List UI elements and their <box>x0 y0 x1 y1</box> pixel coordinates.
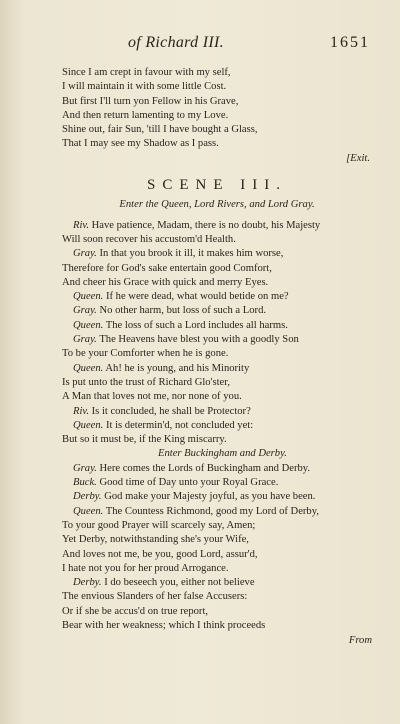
verse-line <box>62 533 372 547</box>
speaker-name: Gray. <box>73 305 97 317</box>
verse-line <box>62 319 372 333</box>
scene-heading: SCENE III. <box>147 177 287 194</box>
line-text: But so it must be, if the King miscarry. <box>62 434 227 446</box>
speaker-name: Derby. <box>73 577 102 589</box>
line-text: But first I'll turn yon Fellow in his Grave, <box>62 95 239 107</box>
line-text: I hate not you for her proud Arrogance. <box>62 562 229 574</box>
line-text: Since I am crept in favour with my self, <box>62 67 231 78</box>
verse-line <box>62 548 372 562</box>
line-text: If he were dead, what would betide on me? <box>105 291 289 303</box>
speaker-name: Queen. <box>73 505 104 517</box>
verse-line <box>62 605 372 619</box>
verse-line <box>62 590 372 604</box>
line-text: That I may see my Shadow as I pass. <box>62 138 219 150</box>
speaker-name: Derby. <box>73 491 102 503</box>
line-text: The Heavens have blest you with a goodly Son <box>99 334 299 346</box>
verse-line <box>62 276 372 290</box>
line-text: Good time of Day unto your Royal Grace. <box>99 477 279 489</box>
line-text: And loves not me, be you, good Lord, assur'd, <box>62 548 258 560</box>
line-text: The loss of such a Lord includes all harms. <box>105 319 288 331</box>
running-title: of Richard III. <box>128 34 224 51</box>
dialogue-block-1 <box>62 219 372 448</box>
line-text: Ah! he is young, and his Minority <box>105 362 250 374</box>
verse-line <box>62 347 372 361</box>
line-text: I will maintain it with some little Cost. <box>62 81 227 93</box>
line-text: Is it concluded, he shall be Protector? <box>91 405 251 417</box>
verse-line <box>62 390 372 404</box>
verse-line <box>62 433 372 447</box>
verse-line <box>62 505 372 519</box>
speaker-name: Queen. <box>73 419 104 431</box>
verse-line <box>62 66 372 80</box>
speaker-name: Gray. <box>73 248 97 260</box>
text-block <box>62 66 372 649</box>
verse-line <box>62 376 372 390</box>
line-text: In that you brook it ill, it makes him worse, <box>99 248 284 260</box>
verse-line <box>62 262 372 276</box>
verse-line <box>62 247 372 261</box>
verse-line <box>62 304 372 318</box>
line-text: The Countess Richmond, good my Lord of Derby, <box>105 505 319 517</box>
entry-direction: Enter the Queen, Lord Rivers, and Lord Gray. <box>119 199 315 211</box>
line-text: No other harm, but loss of such a Lord. <box>99 305 267 317</box>
verse-line <box>62 109 372 123</box>
verse-line <box>62 219 372 233</box>
line-text: Or if she be accus'd on true report, <box>62 605 209 617</box>
mid-direction: Enter Buckingham and Derby. <box>158 448 287 460</box>
line-text: Is put unto the trust of Richard Glo'ster, <box>62 376 231 388</box>
speaker-name: Queen. <box>73 291 104 303</box>
verse-line <box>62 95 372 109</box>
line-text: Bear with her weakness; which I think proceeds <box>62 619 266 631</box>
verse-line <box>62 290 372 304</box>
soliloquy-end <box>62 66 372 152</box>
exit-direction: [Exit. <box>346 152 370 164</box>
verse-line <box>62 476 372 490</box>
speaker-name: Gray. <box>73 462 97 474</box>
verse-line <box>62 576 372 590</box>
line-text: Shine out, fair Sun, 'till I have bought a Glass, <box>62 124 258 136</box>
line-text: To be your Comforter when he is gone. <box>62 348 229 360</box>
speaker-name: Queen. <box>73 362 104 374</box>
dialogue-block-2 <box>62 462 372 634</box>
line-text: Yet Derby, notwithstanding she's your Wife, <box>62 534 249 546</box>
line-text: A Man that loves not me, nor none of you. <box>62 391 242 403</box>
verse-line <box>62 405 372 419</box>
line-text: I do beseech you, either not believe <box>104 577 255 589</box>
speaker-name: Gray. <box>73 334 97 346</box>
line-text: And cheer his Grace with quick and merry Eyes. <box>62 276 269 288</box>
speaker-name: Riv. <box>73 219 89 231</box>
speaker-name: Queen. <box>73 319 104 331</box>
line-text: Will soon recover his accustom'd Health. <box>62 233 236 245</box>
line-text: It is determin'd, not concluded yet: <box>105 419 254 431</box>
running-head <box>110 34 370 56</box>
verse-line <box>62 80 372 94</box>
speaker-name: Buck. <box>73 477 97 489</box>
verse-line <box>62 619 372 633</box>
verse-line <box>62 462 372 476</box>
line-text: Here comes the Lords of Buckingham and Derby. <box>99 462 311 474</box>
verse-line <box>62 137 372 151</box>
verse-line <box>62 362 372 376</box>
catchword: From <box>348 635 372 647</box>
verse-line <box>62 123 372 137</box>
verse-line <box>62 490 372 504</box>
verse-line <box>62 233 372 247</box>
line-text: To your good Prayer will scarcely say, Amen; <box>62 519 256 531</box>
verse-line <box>62 419 372 433</box>
verse-line <box>62 519 372 533</box>
speaker-name: Riv. <box>73 405 89 417</box>
page-number: 1651 <box>330 34 370 51</box>
line-text: Therefore for God's sake entertain good Comfort, <box>62 262 272 274</box>
line-text: Have patience, Madam, there is no doubt, his Majesty <box>91 219 321 231</box>
line-text: God make your Majesty joyful, as you have been. <box>104 491 316 503</box>
verse-line <box>62 562 372 576</box>
line-text: The envious Slanders of her false Accusers: <box>62 591 248 603</box>
verse-line <box>62 333 372 347</box>
line-text: And then return lamenting to my Love. <box>62 109 229 121</box>
